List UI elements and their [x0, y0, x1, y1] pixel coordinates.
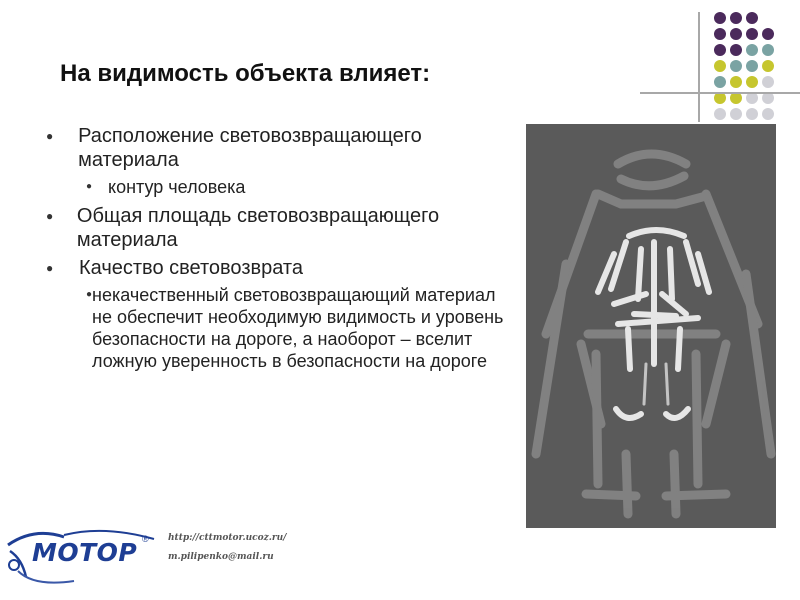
logo-text: МОТОР [32, 538, 138, 567]
bullet-item [46, 124, 516, 172]
slide-title: На видимость объекта влияет: [60, 60, 431, 87]
decorative-dot [746, 12, 758, 24]
decorative-dot [730, 76, 742, 88]
decorative-dot [730, 28, 742, 40]
decorative-dot [714, 108, 726, 120]
decorative-dot [714, 44, 726, 56]
decorative-dot [714, 28, 726, 40]
bullet-text: Расположение световозвращающего материала [78, 125, 422, 171]
bullet-dot-icon: ● [46, 209, 54, 223]
decorative-dot [762, 108, 774, 120]
bullet-dot-icon: ● [86, 181, 93, 192]
bullet-text: Общая площадь световозвращающего материала [76, 205, 440, 251]
decorative-dot [762, 76, 774, 88]
bullet-text: Качество световозврата [79, 257, 303, 279]
decorative-dot [730, 108, 742, 120]
website-link[interactable]: http://cttmotor.ucoz.ru/ [168, 533, 287, 543]
decorative-dot [762, 60, 774, 72]
decorative-dot-grid [710, 10, 800, 122]
bullet-list [46, 124, 516, 378]
email-link[interactable]: m.pilipenko@mail.ru [168, 552, 274, 562]
bullet-dot-icon: ● [86, 289, 93, 300]
sub-bullet-item [86, 176, 516, 198]
sub-bullet-text: некачественный световозвращающий материал не обеспечит необходимую видимость и уровень безопасности на дороге, а наоборот – вселит ложную уверенность в безопасности на дороге [92, 285, 504, 371]
decorative-dot [762, 28, 774, 40]
decorative-dot [762, 44, 774, 56]
bullet-item [46, 204, 516, 252]
sub-bullet-item [86, 284, 516, 372]
bullet-dot-icon: ● [46, 129, 54, 143]
decorative-dot [730, 44, 742, 56]
decorative-dot [746, 76, 758, 88]
decorative-horizontal-line [640, 92, 800, 94]
bullet-item [46, 256, 516, 280]
decorative-dot [746, 108, 758, 120]
decorative-dot [730, 12, 742, 24]
decorative-dot [714, 12, 726, 24]
decorative-vertical-line [698, 12, 700, 122]
registered-mark: ® [142, 534, 149, 544]
decorative-dot [746, 28, 758, 40]
decorative-dot [746, 44, 758, 56]
bullet-dot-icon: ● [46, 261, 54, 275]
reflective-figure-image [526, 124, 776, 528]
decorative-dot [714, 76, 726, 88]
sub-bullet-text: контур человека [108, 177, 246, 197]
decorative-dot [730, 60, 742, 72]
decorative-dot [714, 60, 726, 72]
decorative-dot [746, 60, 758, 72]
